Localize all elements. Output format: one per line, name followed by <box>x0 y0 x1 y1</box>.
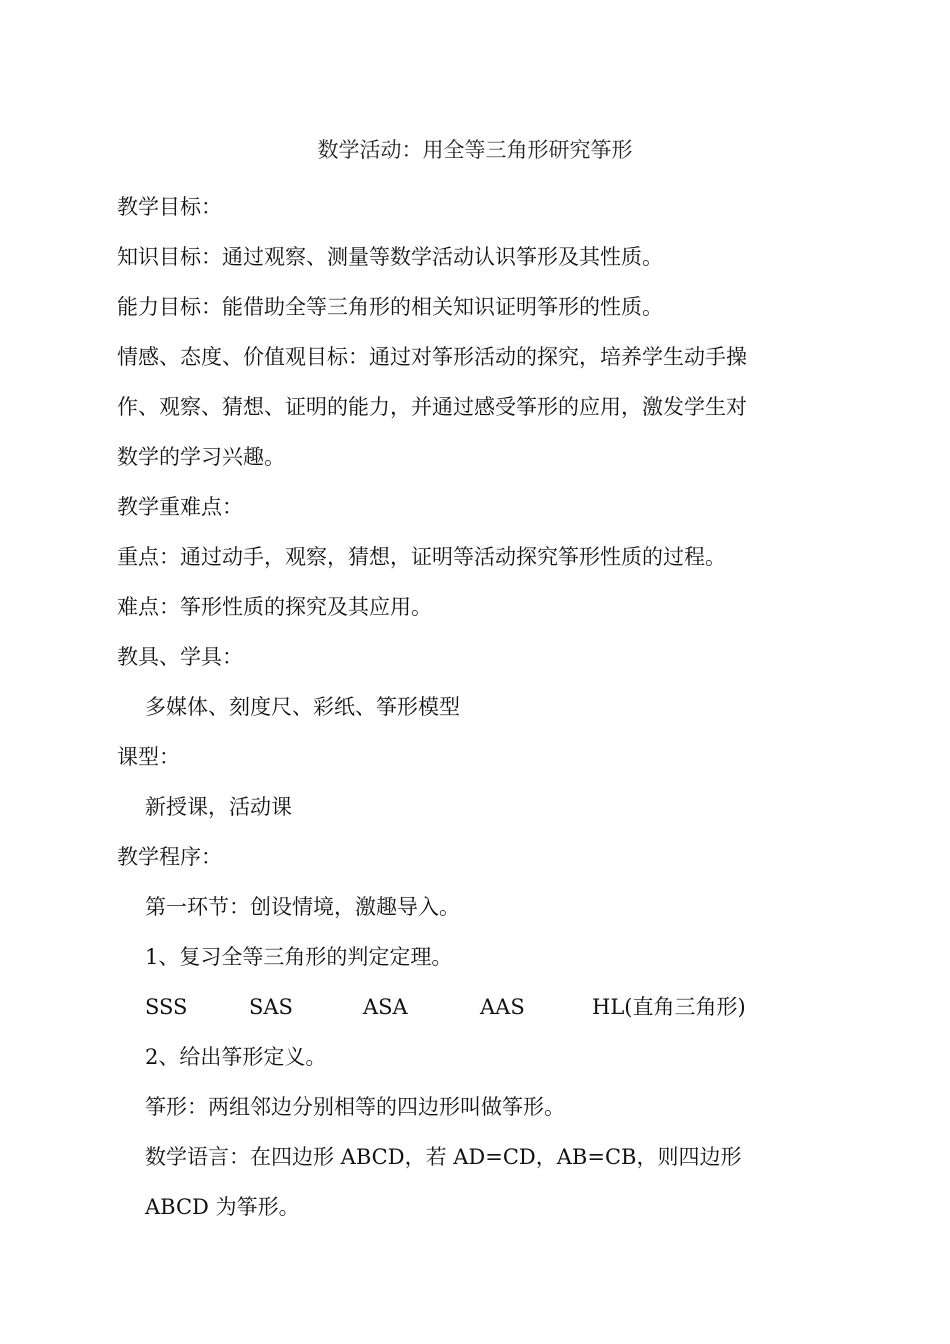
tools-items: 多媒体、刻度尺、彩纸、筝形模型 <box>145 695 460 719</box>
theorem-sas: SAS <box>249 995 293 1019</box>
procedure-heading: 教学程序： <box>117 845 222 869</box>
emotion-objective-line-2: 作、观察、猜想、证明的能力，并通过感受筝形的应用，激发学生对 <box>117 395 747 419</box>
math-language-line-2: ABCD 为筝形。 <box>145 1195 300 1219</box>
emotion-objective-line-3: 数学的学习兴趣。 <box>117 445 285 469</box>
theorem-hl: HL(直角三角形) <box>592 995 746 1019</box>
emotion-objective-line-1: 情感、态度、价值观目标：通过对筝形活动的探究，培养学生动手操 <box>117 345 747 369</box>
key-points-heading: 教学重难点： <box>117 495 243 519</box>
procedure-item-2: 2、给出筝形定义。 <box>145 1045 327 1069</box>
ability-objective: 能力目标：能借助全等三角形的相关知识证明筝形的性质。 <box>117 295 663 319</box>
difficulty-point: 难点：筝形性质的探究及其应用。 <box>117 595 432 619</box>
theorem-sss: SSS <box>145 995 188 1019</box>
procedure-step-1: 第一环节：创设情境，激趣导入。 <box>145 895 460 919</box>
theorem-asa: ASA <box>363 995 408 1019</box>
math-language-line-1: 数学语言：在四边形 ABCD，若 AD=CD，AB=CB，则四边形 <box>145 1145 742 1169</box>
lesson-type-value: 新授课，活动课 <box>145 795 292 819</box>
knowledge-objective: 知识目标：通过观察、测量等数学活动认识筝形及其性质。 <box>117 245 663 269</box>
focus-point: 重点：通过动手，观察，猜想，证明等活动探究筝形性质的过程。 <box>117 545 726 569</box>
page-title: 数学活动：用全等三角形研究筝形 <box>317 138 633 162</box>
objectives-heading: 教学目标： <box>117 195 222 219</box>
document-body <box>117 182 797 1232</box>
procedure-item-1: 1、复习全等三角形的判定定理。 <box>145 945 453 969</box>
tools-heading: 教具、学具： <box>117 645 243 669</box>
congruence-theorems <box>117 982 797 1032</box>
theorem-aas: AAS <box>480 995 525 1019</box>
lesson-type-heading: 课型： <box>117 745 180 769</box>
kite-definition: 筝形：两组邻边分别相等的四边形叫做筝形。 <box>145 1095 565 1119</box>
